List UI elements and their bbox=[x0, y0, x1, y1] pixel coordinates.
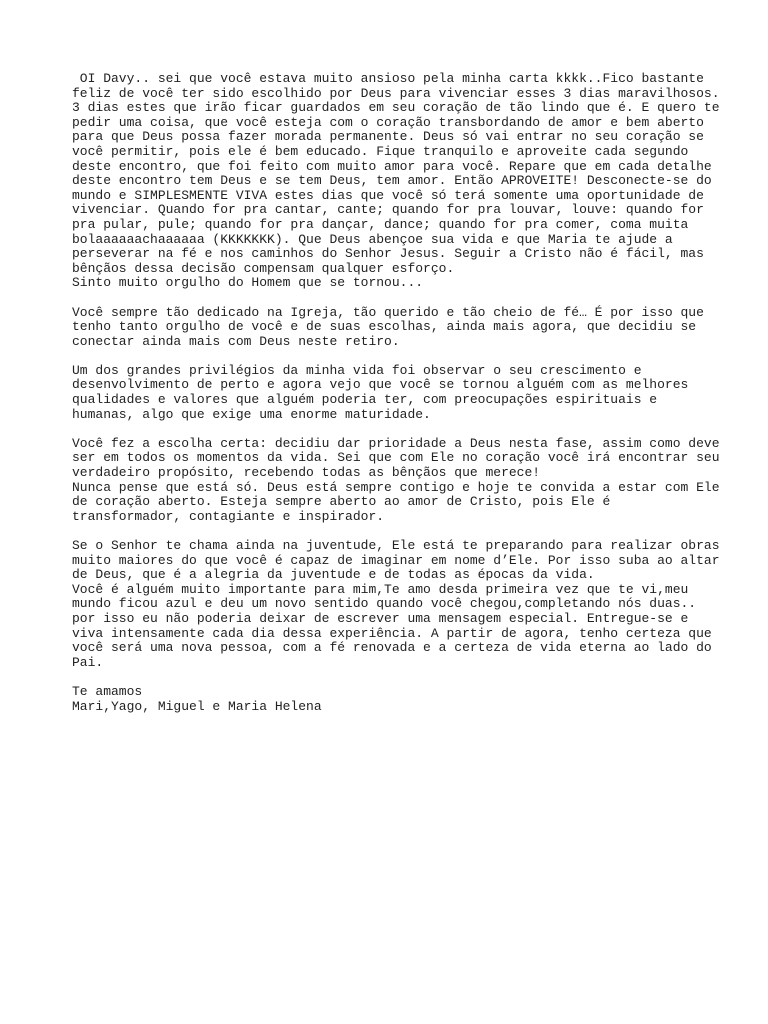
text-line: bênçãos dessa decisão compensam qualquer esforço. bbox=[72, 260, 455, 276]
text-line: para que Deus possa fazer morada permanente. Deus só vai entrar no seu coração se bbox=[72, 129, 704, 145]
text-line: humanas, algo que exige uma enorme maturidade. bbox=[72, 406, 431, 422]
text-line: verdadeiro propósito, recebendo todas as bênçãos que merece! bbox=[72, 465, 541, 481]
text-line: deste encontro tem Deus e se tem Deus, tem amor. Então APROVEITE! Desconecte-se do bbox=[72, 173, 712, 189]
text-line: de Deus, que é a alegria da juventude e de todas as épocas da vida. bbox=[72, 567, 595, 583]
text-line: qualidades e valores que alguém poderia ter, com preocupações espirituais e bbox=[72, 392, 658, 408]
text-line: transformador, contagiante e inspirador. bbox=[72, 508, 385, 524]
text-line: Pai. bbox=[72, 654, 104, 670]
text-line: Você fez a escolha certa: decidiu dar prioridade a Deus nesta fase, assim como deve bbox=[72, 435, 720, 451]
text-line: Nunca pense que está só. Deus está sempre contigo e hoje te convida a estar com Ele bbox=[72, 479, 720, 495]
paragraph-gap bbox=[72, 422, 712, 437]
text-line: viva intensamente cada dia dessa experiência. A partir de agora, tenho certeza que bbox=[72, 625, 712, 641]
paragraph-2 bbox=[72, 306, 712, 350]
text-line: mundo ficou azul e deu um novo sentido quando você chegou,completando nós duas.. bbox=[72, 596, 697, 612]
text-line: perseverar na fé e nos caminhos do Senhor Jesus. Seguir a Cristo não é fácil, mas bbox=[72, 246, 704, 262]
text-line: tenho tanto orgulho de você e de suas escolhas, ainda mais agora, que decidiu se bbox=[72, 319, 697, 335]
paragraph-gap bbox=[72, 291, 712, 306]
paragraph-5 bbox=[72, 538, 720, 670]
paragraph-gap bbox=[72, 524, 712, 539]
text-line: mundo e SIMPLESMENTE VIVA estes dias que você só terá somente uma oportunidade de bbox=[72, 187, 704, 203]
text-line: feliz de você ter sido escolhido por Deus para vivenciar esses 3 dias maravilhosos. bbox=[72, 85, 720, 101]
text-line: Você sempre tão dedicado na Igreja, tão querido e tão cheio de fé… É por isso que bbox=[72, 304, 704, 320]
closing bbox=[72, 685, 712, 714]
paragraph-3 bbox=[72, 364, 712, 422]
text-line: pedir uma coisa, que você esteja com o coração transbordando de amor e bem aberto bbox=[72, 114, 704, 130]
text-line: por isso eu não poderia deixar de escrever uma mensagem especial. Entregue-se e bbox=[72, 610, 689, 626]
closing-line: Te amamos bbox=[72, 683, 143, 699]
text-line: Você é alguém muito importante para mim,Te amo desda primeira vez que te vi,meu bbox=[72, 581, 689, 597]
text-line: conectar ainda mais com Deus neste retiro. bbox=[72, 333, 400, 349]
text-line: Se o Senhor te chama ainda na juventude, Ele está te preparando para realizar obras bbox=[72, 538, 720, 553]
text-line: você será uma nova pessoa, com a fé renovada e a certeza de vida eterna ao lado do bbox=[72, 640, 712, 656]
letter-body bbox=[72, 71, 720, 714]
text-line: deste encontro, que foi feito com muito amor para você. Repare que em cada detalhe bbox=[72, 158, 712, 174]
text-line: Sinto muito orgulho do Homem que se tornou... bbox=[72, 275, 424, 291]
text-line: bolaaaaaachaaaaaa (KKKKKKK). Que Deus abençoe sua vida e que Maria te ajude a bbox=[72, 231, 673, 247]
text-line: você permitir, pois ele é bem educado. Fique tranquilo e aproveite cada segundo bbox=[72, 143, 689, 159]
text-line: 3 dias estes que irão ficar guardados em seu coração de tão lindo que é. E quero te bbox=[72, 100, 720, 116]
text-line: de coração aberto. Esteja sempre aberto ao amor de Cristo, pois Ele é bbox=[72, 494, 611, 510]
text-line: desenvolvimento de perto e agora vejo que você se tornou alguém com as melhores bbox=[72, 377, 689, 393]
text-line: OI Davy.. sei que você estava muito ansioso pela minha carta kkkk..Fico bastante bbox=[72, 71, 704, 86]
signature-line: Mari,Yago, Miguel e Maria Helena bbox=[72, 698, 322, 714]
text-line: ser em todos os momentos da vida. Sei que com Ele no coração você irá encontrar seu bbox=[72, 450, 720, 466]
text-line: pra pular, pule; quando for pra dançar, dance; quando for pra comer, coma muita bbox=[72, 216, 689, 232]
text-line: vivenciar. Quando for pra cantar, cante; quando for pra louvar, louve: quando for bbox=[72, 202, 704, 218]
paragraph-4 bbox=[72, 435, 720, 525]
paragraph-gap bbox=[72, 670, 712, 685]
paragraph-1 bbox=[72, 71, 720, 291]
text-line: Um dos grandes privilégios da minha vida foi observar o seu crescimento e bbox=[72, 362, 642, 378]
text-line: muito maiores do que você é capaz de imaginar em nome d’Ele. Por isso suba ao altar bbox=[72, 552, 720, 568]
paragraph-gap bbox=[72, 349, 712, 364]
